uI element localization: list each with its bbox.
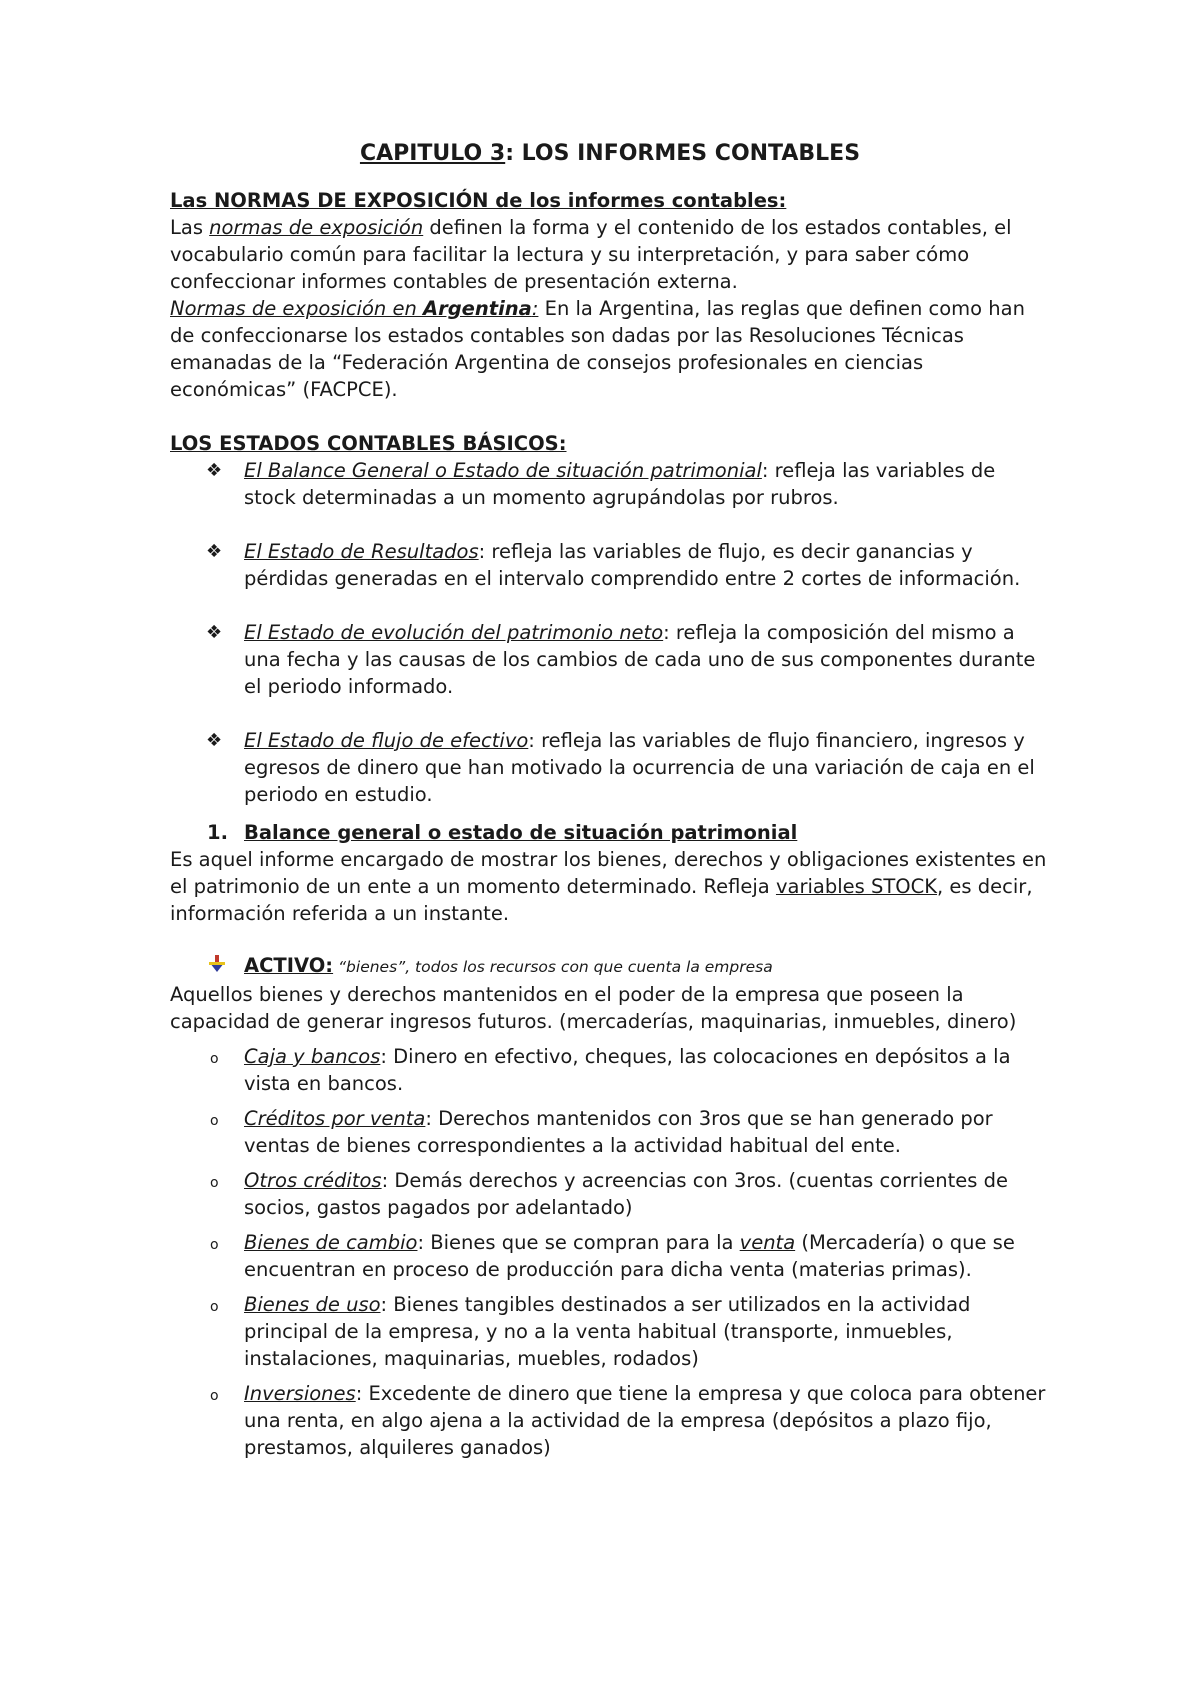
circle-bullet-icon: o: [210, 1388, 219, 1404]
circle-bullet-icon: o: [210, 1051, 219, 1067]
activo-item: o Bienes de uso: Bienes tangibles destinados a ser utilizados en la actividad principal de la empresa, y no a la venta habitual (transporte, inmuebles, instalaciones, maquinarias, muebles, rodados): [210, 1293, 971, 1370]
diamond-bullet-icon: ❖: [206, 541, 223, 562]
normas-paragraph-1: Las normas de exposición definen la forma y el contenido de los estados contables, el vocabulario común para facilitar la lectura y su interpretación, y para saber cómo confeccionar informes contables de presentación externa.: [170, 216, 1012, 293]
activo-item: o Bienes de cambio: Bienes que se compran para la venta (Mercadería) o que se encuentran en proceso de producción para dicha venta (materias primas).: [210, 1231, 1015, 1281]
activo-item: o Inversiones: Excedente de dinero que tiene la empresa y que coloca para obtener una renta, en algo ajena a la actividad de la empresa (depósitos a plazo fijo, prestamos, alquileres ganados): [210, 1382, 1046, 1459]
circle-bullet-icon: o: [210, 1113, 219, 1129]
activo-paragraph: Aquellos bienes y derechos mantenidos en el poder de la empresa que poseen la capacidad de generar ingresos futuros. (mercaderías, maquinarias, inmuebles, dinero): [170, 983, 1017, 1033]
title-chapter: CAPITULO 3: [359, 141, 506, 166]
circle-bullet-icon: o: [210, 1237, 219, 1253]
estado-item: ❖ El Estado de evolución del patrimonio neto: refleja la composición del mismo a una fecha y las causas de los cambios de cada uno de sus componentes durante el periodo informado.: [206, 621, 1036, 698]
diamond-bullet-icon: ❖: [206, 730, 223, 751]
activo-heading: ACTIVO: “bienes”, todos los recursos con que cuenta la empresa: [170, 952, 1050, 981]
activo-item: o Otros créditos: Demás derechos y acreencias con 3ros. (cuentas corrientes de socios, gastos pagados por adelantado): [210, 1169, 1008, 1219]
estado-item: ❖ El Balance General o Estado de situación patrimonial: refleja las variables de stock determinadas a un momento agrupándolas por rubros.: [206, 459, 996, 509]
balance-paragraph: Es aquel informe encargado de mostrar los bienes, derechos y obligaciones existentes en el patrimonio de un ente a un momento determinado. Refleja variables STOCK, es decir, información referida a un instante.: [170, 848, 1047, 925]
arrow-down-bullet-icon: [209, 955, 225, 973]
normas-paragraph-2: Normas de exposición en Argentina: En la Argentina, las reglas que definen como han de confeccionarse los estados contables son dadas por las Resoluciones Técnicas emanadas de la “Federación Argentina de consejos profesionales en ciencias económicas” (FACPCE).: [170, 297, 1025, 401]
activo-item: o Caja y bancos: Dinero en efectivo, cheques, las colocaciones en depósitos a la vista en bancos.: [210, 1045, 1011, 1095]
estado-item: ❖ El Estado de Resultados: refleja las variables de flujo, es decir ganancias y pérdidas generadas en el intervalo comprendido entre 2 cortes de información.: [206, 540, 1021, 590]
diamond-bullet-icon: ❖: [206, 622, 223, 643]
circle-bullet-icon: o: [210, 1299, 219, 1315]
estados-heading: LOS ESTADOS CONTABLES BÁSICOS:: [170, 432, 567, 455]
estado-item: ❖ El Estado de flujo de efectivo: refleja las variables de flujo financiero, ingresos y egresos de dinero que han motivado la ocurrencia de una variación de caja en el periodo en estudio.: [206, 729, 1035, 806]
balance-heading: 1. Balance general o estado de situación patrimonial: [207, 821, 798, 844]
diamond-bullet-icon: ❖: [206, 460, 223, 481]
document-page: [170, 140, 1050, 1461]
page-title: [170, 140, 1050, 167]
activo-item: o Créditos por venta: Derechos mantenidos con 3ros que se han generado por ventas de bienes correspondientes a la actividad habitual del ente.: [210, 1107, 993, 1157]
title-text: : LOS INFORMES CONTABLES: [505, 141, 861, 166]
normas-heading: Las NORMAS DE EXPOSICIÓN de los informes contables:: [170, 189, 787, 212]
circle-bullet-icon: o: [210, 1175, 219, 1191]
